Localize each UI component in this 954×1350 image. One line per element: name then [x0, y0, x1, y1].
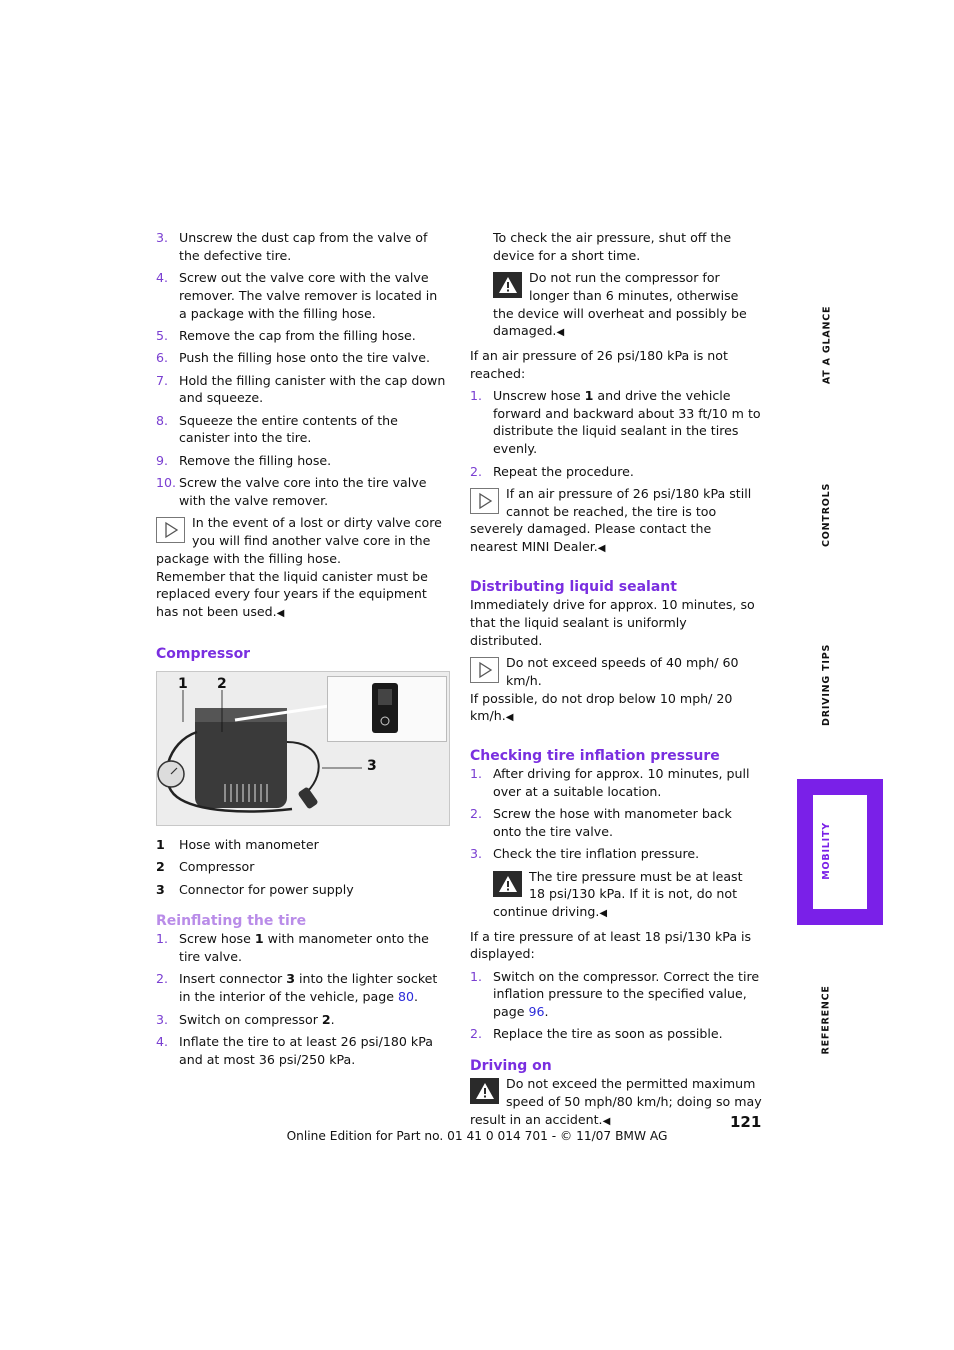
step-number: 1.	[156, 931, 169, 947]
step-number: 1.	[470, 766, 483, 782]
step-text: Push the filling hose onto the tire valve.	[179, 350, 430, 366]
step-text: Insert connector 3 into the lighter socket in the interior of the vehicle, page 80.	[179, 971, 438, 1005]
tab-mobility[interactable]: MOBILITY	[821, 822, 833, 880]
figure-legend	[156, 836, 448, 898]
step-text: Check the tire inflation pressure.	[493, 846, 700, 862]
figure-label-2: 2	[217, 675, 227, 692]
step-number: 3.	[156, 1011, 169, 1027]
list-item	[470, 765, 762, 801]
checking-heading: Checking tire inflation pressure	[470, 748, 720, 765]
list-item	[156, 474, 448, 510]
warning-triangle-icon	[493, 272, 522, 298]
tab-at-a-glance[interactable]: AT A GLANCE	[821, 305, 833, 385]
step-text: Hold the filling canister with the cap down and squeeze.	[179, 372, 446, 406]
step-text: Screw out the valve core with the valve remover. The valve remover is located in a package with the filling hose.	[179, 270, 438, 321]
compressor-heading: Compressor	[156, 645, 251, 662]
note-valve-core	[156, 514, 448, 623]
step-text: Repeat the procedure.	[493, 463, 634, 479]
step-text: Hose with manometer	[179, 836, 319, 852]
list-item	[156, 836, 448, 854]
tab-reference[interactable]: REFERENCE	[821, 985, 833, 1055]
step-text: Connector for power supply	[179, 881, 354, 897]
step-text: After driving for approx. 10 minutes, pull over at a suitable location.	[493, 766, 750, 799]
step-number: 6.	[156, 350, 169, 366]
reinflating-heading: Reinflating the tire	[156, 913, 307, 930]
warning-compressor-text: Do not run the compressor for longer than 6 minutes, otherwise the device will overheat and possibly be damaged.	[493, 270, 747, 339]
figure-label-3: 3	[367, 757, 377, 774]
step-number: 1	[156, 836, 165, 852]
valve-steps-list	[156, 229, 448, 510]
list-item	[470, 1025, 762, 1043]
list-item	[470, 805, 762, 841]
step-number: 2.	[156, 971, 169, 987]
step-text: Switch on the compressor. Correct the tire inflation pressure to the specified value, page 96.	[493, 968, 760, 1020]
warning-pressure-text: The tire pressure must be at least 18 psi/130 kPa. If it is not, do not continue driving.	[493, 868, 743, 920]
end-mark: ◀	[602, 1115, 611, 1127]
step-number: 2	[156, 859, 165, 875]
note-speed-text-a: Do not exceed speeds of 40 mph/ 60 km/h.	[506, 654, 739, 688]
switch-inset	[327, 676, 447, 742]
step-number: 10.	[156, 475, 177, 491]
step-text: Screw hose 1 with manometer onto the tire valve.	[179, 931, 429, 965]
end-mark: ◀	[505, 712, 514, 724]
page-link-80[interactable]: 80	[398, 989, 415, 1005]
tab-driving-tips[interactable]: DRIVING TIPS	[821, 643, 833, 727]
note-valve-core-text: In the event of a lost or dirty valve core you will find another valve core in the package with the filling hose.	[156, 515, 442, 566]
distributing-heading: Distributing liquid sealant	[470, 579, 677, 596]
compressor-figure	[156, 671, 450, 826]
warning-driving	[470, 1075, 762, 1130]
step-text: Screw the valve core into the tire valve with the valve remover.	[179, 475, 427, 508]
right-column	[470, 229, 762, 1135]
list-item	[156, 327, 448, 345]
step-number: 8.	[156, 412, 169, 428]
step-number: 3.	[470, 846, 483, 862]
note-speed-text-b: If possible, do not drop below 10 mph/ 20 km/h.	[470, 690, 733, 724]
step-number: 4.	[156, 1033, 169, 1049]
step-text: Remove the filling hose.	[179, 452, 332, 468]
step-text: Replace the tire as soon as possible.	[493, 1026, 723, 1042]
step-text: Compressor	[179, 859, 255, 875]
distributing-text: Immediately drive for approx. 10 minutes, so that the liquid sealant is uniformly distributed.	[470, 597, 755, 648]
page-number: 121	[730, 1113, 762, 1131]
list-item	[156, 452, 448, 470]
step-number: 2.	[470, 806, 483, 822]
end-mark: ◀	[599, 908, 608, 920]
driving-on-heading: Driving on	[470, 1058, 552, 1075]
end-mark: ◀	[276, 608, 285, 620]
step-text: Remove the cap from the filling hose.	[179, 327, 416, 343]
list-item	[470, 463, 762, 481]
step-text: Inflate the tire to at least 26 psi/180 kPa and at most 36 psi/250 kPa.	[179, 1033, 433, 1067]
note-speed	[470, 654, 762, 727]
list-item	[156, 930, 448, 966]
end-mark: ◀	[597, 543, 606, 555]
list-item	[156, 1033, 448, 1069]
page-link-96[interactable]: 96	[528, 1004, 545, 1020]
step-number: 1.	[470, 968, 483, 984]
list-item	[156, 349, 448, 367]
note-arrow-icon	[470, 488, 499, 514]
list-item	[156, 229, 448, 265]
end-mark: ◀	[556, 327, 565, 339]
step-number: 7.	[156, 372, 169, 388]
step-number: 5.	[156, 327, 169, 343]
list-item	[470, 845, 762, 863]
list-item	[156, 412, 448, 448]
note-dealer	[470, 485, 762, 558]
step-number: 2.	[470, 463, 483, 479]
checking-steps-list	[470, 765, 762, 863]
step-text: Screw the hose with manometer back onto the tire valve.	[493, 806, 732, 840]
step-text: Unscrew hose 1 and drive the vehicle forward and backward about 33 ft/10 m to distribute the liquid sealant in the tires evenly.	[493, 387, 761, 457]
tab-controls[interactable]: CONTROLS	[821, 482, 833, 548]
note-arrow-icon	[156, 517, 185, 543]
warning-pressure	[493, 868, 762, 923]
step-number: 3.	[156, 230, 169, 245]
step-number: 9.	[156, 452, 169, 468]
footer: Online Edition for Part no. 01 41 0 014 701 - © 11/07 BMW AG	[286, 1129, 668, 1143]
warning-triangle-icon	[470, 1078, 499, 1104]
warning-compressor	[493, 269, 762, 342]
displayed-text: If a tire pressure of at least 18 psi/130 kPa is displayed:	[470, 928, 752, 962]
list-item	[156, 858, 448, 876]
left-column	[156, 229, 448, 1073]
step-number: 1.	[470, 387, 483, 403]
warning-driving-text: Do not exceed the permitted maximum speed of 50 mph/80 km/h; doing so may result in an accident.	[470, 1076, 762, 1127]
note-dealer-text: If an air pressure of 26 psi/180 kPa still cannot be reached, the tire is too severely damaged. Please contact the nearest MINI Dealer.	[470, 485, 752, 555]
list-item	[470, 387, 762, 458]
step-text: Switch on compressor 2.	[179, 1011, 335, 1027]
list-item	[156, 1011, 448, 1029]
list-item	[156, 372, 448, 408]
figure-label-1: 1	[178, 675, 188, 692]
list-item	[156, 269, 448, 322]
warning-triangle-icon	[493, 871, 522, 897]
list-item	[156, 970, 448, 1006]
step-number: 3	[156, 881, 165, 897]
step-number: 2.	[470, 1026, 483, 1042]
step-text: Unscrew the dust cap from the valve of the defective tire.	[179, 230, 428, 263]
list-item	[156, 881, 448, 899]
note-arrow-icon	[470, 657, 499, 683]
step-text: Squeeze the entire contents of the canister into the tire.	[179, 412, 398, 446]
list-item	[470, 968, 762, 1021]
check-pressure-text: To check the air pressure, shut off the device for a short time.	[493, 230, 732, 263]
not-reached-text: If an air pressure of 26 psi/180 kPa is not reached:	[470, 347, 728, 381]
step-number: 4.	[156, 270, 169, 286]
note-valve-core-text-2: Remember that the liquid canister must be replaced every four years if the equipment has not been used.	[156, 568, 428, 620]
